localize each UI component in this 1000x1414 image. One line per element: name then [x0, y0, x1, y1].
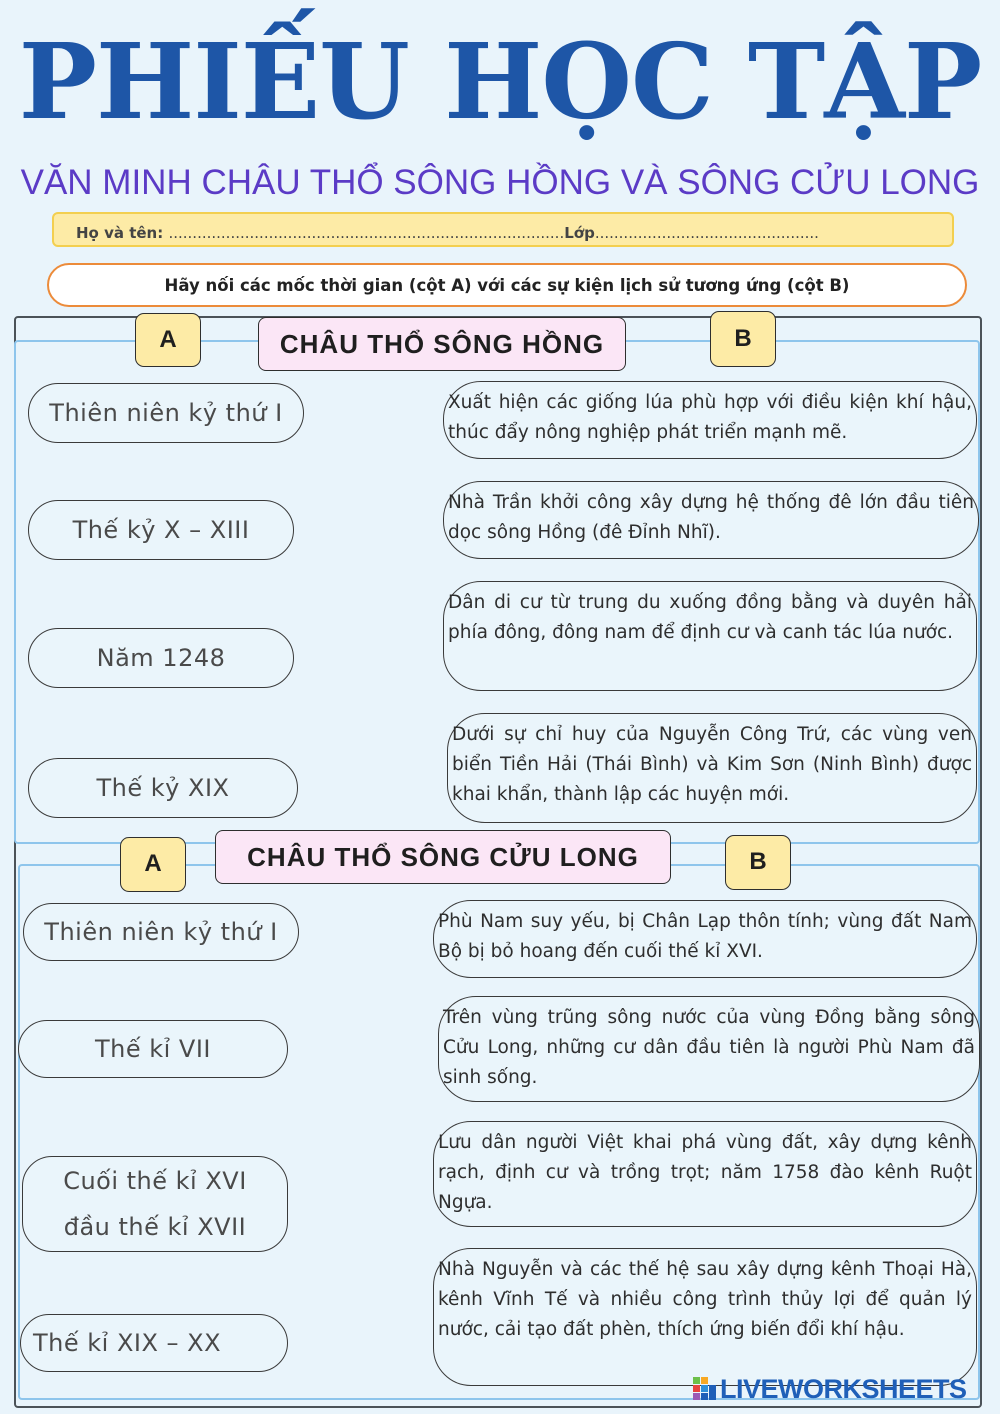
match-item-a-1[interactable]: Thiên niên kỷ thứ I [28, 383, 304, 443]
match-item-b-3[interactable]: Lưu dân người Việt khai phá vùng đất, xây dựng kênh rạch, định cư và trồng trọt; năm 1758 đào kênh Ruột Ngựa. [433, 1121, 977, 1227]
watermark-text: LIVEWORKSHEETS [720, 1373, 967, 1404]
match-item-a-2[interactable]: Thế kỉ VII [18, 1020, 288, 1078]
name-field[interactable]: ................................................................................... [168, 224, 565, 242]
liveworksheets-watermark [692, 1372, 992, 1406]
instruction-banner: Hãy nối các mốc thời gian (cột A) với các sự kiện lịch sử tương ứng (cột B) [47, 263, 967, 307]
match-item-b-1[interactable]: Phù Nam suy yếu, bị Chân Lạp thôn tính; vùng đất Nam Bộ bị bỏ hoang đến cuối thế kỉ XVI. [433, 900, 977, 978]
match-item-a-3-line-1: Cuối thế kỉ XVI [63, 1167, 247, 1195]
column-b-tag: B [725, 835, 791, 890]
worksheet-title: PHIẾU HỌC TẬP [18, 20, 982, 143]
match-item-a-3[interactable] [22, 1156, 288, 1252]
section-heading-red-river: CHÂU THỔ SÔNG HỒNG [258, 317, 626, 371]
match-item-b-3[interactable]: Dân di cư từ trung du xuống đồng bằng và duyên hải phía đông, đông nam để định cư và canh tác lúa nước. [443, 581, 977, 691]
column-a-tag: A [135, 313, 201, 367]
match-item-b-1[interactable]: Xuất hiện các giống lúa phù hợp với điều kiện khí hậu, thúc đẩy nông nghiệp phát triển mạnh mẽ. [443, 381, 977, 459]
match-item-a-3[interactable]: Năm 1248 [28, 628, 294, 688]
name-label: Họ và tên: [76, 224, 164, 242]
match-item-a-1[interactable]: Thiên niên kỷ thứ I [23, 903, 299, 961]
match-item-a-3-line-2: đầu thế kỉ XVII [63, 1213, 247, 1241]
match-item-b-2[interactable]: Trên vùng trũng sông nước của vùng Đồng bằng sông Cửu Long, những cư dân đầu tiên là người Phù Nam đã sinh sống. [438, 996, 980, 1102]
class-label: Lớp [564, 224, 595, 242]
match-item-b-4[interactable]: Nhà Nguyễn và các thế hệ sau xây dựng kênh Thoại Hà, kênh Vĩnh Tế và nhiều công trình thủy lợi để quản lý nước, cải tạo đất phèn, thích ứng biến đổi khí hậu. [433, 1248, 977, 1386]
column-a-tag: A [120, 837, 186, 892]
worksheet-subtitle: VĂN MINH CHÂU THỔ SÔNG HỒNG VÀ SÔNG CỬU LONG [20, 163, 980, 202]
match-item-b-4[interactable]: Dưới sự chỉ huy của Nguyễn Công Trứ, các vùng ven biển Tiền Hải (Thái Bình) và Kim Sơn (Ninh Bình) được khai khẩn, thành lập các huyện mới. [447, 713, 977, 823]
match-item-b-2[interactable]: Nhà Trần khởi công xây dựng hệ thống đê lớn đầu tiên dọc sông Hồng (đê Đỉnh Nhĩ). [443, 481, 979, 559]
match-item-a-4[interactable]: Thế kỉ XIX – XX [20, 1314, 288, 1372]
column-b-tag: B [710, 311, 776, 367]
match-item-a-4[interactable]: Thế kỷ XIX [28, 758, 298, 818]
section-heading-mekong: CHÂU THỔ SÔNG CỬU LONG [215, 830, 671, 884]
class-field[interactable]: ............................................... [594, 224, 819, 242]
match-item-a-2[interactable]: Thế kỷ X – XIII [28, 500, 294, 560]
student-info-bar [52, 212, 954, 247]
liveworksheets-logo-icon [692, 1376, 718, 1402]
